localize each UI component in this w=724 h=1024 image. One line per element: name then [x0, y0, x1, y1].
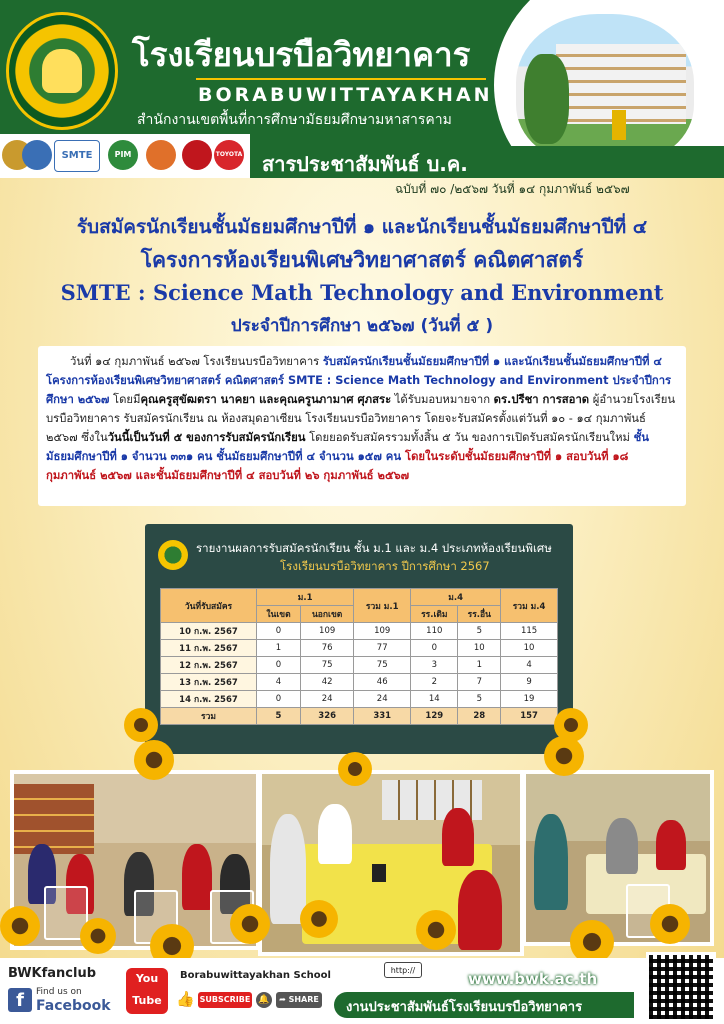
cell-m1-in: 4 [256, 674, 300, 691]
body-day-note: วันนี้เป็นวันที่ ๕ ของการรับสมัครนักเรียน [107, 431, 306, 444]
youtube-tube: Tube [132, 994, 162, 1007]
cell-m1-in: 0 [256, 657, 300, 674]
news-body [38, 346, 686, 506]
cell-m1-total: 109 [354, 623, 411, 640]
body-totals: ชั้นมัธยมศึกษาปีที่ ๑ จำนวน ๓๓๑ คน ชั้นมัธยมศึกษาปีที่ ๔ จำนวน ๑๕๗ คน [46, 431, 649, 463]
school-logo-icon [6, 12, 118, 130]
sport-logo-icon [146, 140, 176, 170]
science-logo-icon [22, 140, 52, 170]
sunflower-icon [230, 904, 270, 944]
report-title: รายงานผลการรับสมัครนักเรียน ชั้น ม.1 และ ม.4 ประเภทห้องเรียนพิเศษ [196, 541, 552, 555]
header-m4-other: รร.อื่น [458, 606, 501, 623]
table-row [161, 657, 558, 674]
cell-m4-total: 4 [501, 657, 558, 674]
sunflower-icon [338, 752, 372, 786]
cell-m1-in: 0 [256, 691, 300, 708]
cell-m1-total: 46 [354, 674, 411, 691]
partner-logos [0, 134, 250, 178]
cell-m4-old: 3 [411, 657, 458, 674]
website-link[interactable]: www.bwk.ac.th [468, 970, 598, 988]
table-total-row [161, 708, 558, 725]
find-us-label: Find us on [36, 987, 82, 997]
cell-m1-total: 331 [354, 708, 411, 725]
pim-logo-icon: PIM [108, 140, 138, 170]
school-name-thai: โรงเรียนบรบือวิทยาคาร [132, 35, 471, 74]
cell-m4-other: 5 [458, 691, 501, 708]
cell-m4-total: 9 [501, 674, 558, 691]
body-highlight-program: รับสมัครนักเรียนชั้นมัธยมศึกษาปีที่ ๑ และนักเรียนชั้นมัธยมศึกษาปีที่ ๔ โครงการห้องเรียนพิเศษวิทยาศาสตร์ คณิตศาสตร์ SMTE : Science Math Technology and Environment ประจำปีการศึกษา ๒๕๖๗ [46, 355, 672, 406]
sunflower-icon [544, 736, 584, 776]
sunflower-icon [300, 900, 338, 938]
facebook-icon[interactable]: f [8, 988, 32, 1012]
cell-m1-out: 76 [301, 640, 354, 657]
table-row [161, 640, 558, 657]
fanclub-label: BWKfanclub [8, 966, 97, 981]
sunflower-icon [0, 906, 40, 946]
youtube-channel-name[interactable]: Borabuwittayakhan School [180, 970, 331, 981]
share-button[interactable]: ➦ SHARE [276, 992, 322, 1008]
header-m4-total: รวม ม.4 [501, 589, 558, 623]
event-photo-2 [258, 770, 524, 956]
education-office: สำนักงานเขตพื้นที่การศึกษามัธยมศึกษามหาสารคาม [137, 112, 452, 128]
cell-m4-total: 19 [501, 691, 558, 708]
headline-line-3: SMTE : Science Math Technology and Environment [60, 280, 664, 305]
qr-code-icon[interactable] [646, 952, 716, 1022]
body-teachers: คุณครูสุขัฒตรา นาคยา และคุณครูนภามาศ ศุภสระ [140, 393, 392, 406]
url-chip: http:// [384, 962, 422, 978]
cell-m1-total: 24 [354, 691, 411, 708]
gear-logo-icon [182, 140, 212, 170]
cell-m4-other: 5 [458, 623, 501, 640]
table-row [161, 674, 558, 691]
event-photo-1 [10, 770, 260, 950]
pr-unit-label: งานประชาสัมพันธ์โรงเรียนบรบือวิทยาคาร [346, 1000, 583, 1015]
body-text: โดยยอดรับสมัครรวมทั้งสิ้น ๕ วัน ของการเปิดรับสมัครนักเรียนใหม่ [305, 431, 634, 444]
cell-m4-total: 10 [501, 640, 558, 657]
header-m1-in: ในเขต [256, 606, 300, 623]
body-director: ดร.ปรีชา การสอาด [493, 393, 590, 406]
issue-number: ฉบับที่ ๗๐ /๒๕๖๗ วันที่ ๑๔ กุมภาพันธ์ ๒๕๖๗ [395, 182, 630, 196]
school-building-photo [512, 10, 698, 168]
school-name-english: BORABUWITTAYAKHAN [198, 84, 493, 106]
header-m1: ม.1 [256, 589, 353, 606]
cell-m1-in: 5 [256, 708, 300, 725]
body-exam-dates: โดยในระดับชั้นมัธยมศึกษาปีที่ ๑ สอบวันที่ ๑๘ กุมภาพันธ์ ๒๕๖๗ และชั้นมัธยมศึกษาปีที่ ๔ สอบวันที่ ๒๖ กุมภาพันธ์ ๒๕๖๗ [46, 450, 629, 482]
cell-date: 13 ก.พ. 2567 [161, 674, 257, 691]
report-subtitle: โรงเรียนบรบือวิทยาคาร ปีการศึกษา 2567 [280, 559, 490, 573]
sunflower-icon [650, 904, 690, 944]
header-divider [196, 78, 486, 80]
cell-m1-in: 1 [256, 640, 300, 657]
toyota-logo-icon: TOYOTA [214, 140, 244, 170]
body-text: โดยมี [109, 393, 141, 406]
youtube-you: You [135, 972, 159, 985]
cell-date: 12 ก.พ. 2567 [161, 657, 257, 674]
facebook-link[interactable]: Facebook [36, 998, 111, 1014]
body-text: ผู้อำนวยโรงเรียนบรบือวิทยาคาร รับสมัครนักเรียน ณ ห้องสมุดอาเซียน โรงเรียนบรบือวิทยาคาร โดยจะรับสมัครตั้งแต่วันที่ ๑๐ - ๑๔ กุมภาพันธ์ ๒๕๖๗ ซึ่งใน [46, 393, 676, 444]
cell-m4-other: 7 [458, 674, 501, 691]
header-m4: ม.4 [411, 589, 501, 606]
cell-m4-total: 115 [501, 623, 558, 640]
cell-m4-old: 0 [411, 640, 458, 657]
headline-line-2: โครงการห้องเรียนพิเศษวิทยาศาสตร์ คณิตศาสตร์ [140, 248, 584, 272]
cell-m1-total: 75 [354, 657, 411, 674]
header-m4-old: รร.เดิม [411, 606, 458, 623]
cell-m4-other: 10 [458, 640, 501, 657]
sunflower-icon [124, 708, 158, 742]
cell-m4-other: 28 [458, 708, 501, 725]
cell-m1-total: 77 [354, 640, 411, 657]
enrollment-table [160, 588, 558, 725]
headline-line-4: ประจำปีการศึกษา ๒๕๖๗ (วันที่ ๕ ) [230, 316, 494, 336]
cell-m1-out: 42 [301, 674, 354, 691]
cell-m4-old: 110 [411, 623, 458, 640]
smte-logo-icon: SMTE [54, 140, 100, 172]
youtube-icon[interactable] [126, 968, 168, 1014]
sunflower-icon [134, 740, 174, 780]
sunflower-icon [80, 918, 116, 954]
cell-date: 10 ก.พ. 2567 [161, 623, 257, 640]
cell-m1-out: 109 [301, 623, 354, 640]
header-m1-out: นอกเขต [301, 606, 354, 623]
cell-m4-total: 157 [501, 708, 558, 725]
table-row [161, 623, 558, 640]
cell-m4-old: 129 [411, 708, 458, 725]
cell-m1-in: 0 [256, 623, 300, 640]
headline-line-1: รับสมัครนักเรียนชั้นมัธยมศึกษาปีที่ ๑ และนักเรียนชั้นมัธยมศึกษาปีที่ ๔ [76, 216, 648, 238]
cell-total-label: รวม [161, 708, 257, 725]
cell-date: 14 ก.พ. 2567 [161, 691, 257, 708]
cell-m4-old: 2 [411, 674, 458, 691]
sunflower-icon [416, 910, 456, 950]
table-row [161, 691, 558, 708]
newsletter-title: สารประชาสัมพันธ์ บ.ค. [262, 152, 468, 176]
body-text: วันที่ ๑๔ กุมภาพันธ์ ๒๕๖๗ โรงเรียนบรบือวิทยาคาร [70, 355, 323, 368]
thumbs-up-icon[interactable]: 👍 [176, 990, 195, 1008]
body-text: ได้รับมอบหมายจาก [391, 393, 494, 406]
cell-m1-out: 75 [301, 657, 354, 674]
cell-m4-other: 1 [458, 657, 501, 674]
cell-m4-old: 14 [411, 691, 458, 708]
cell-m1-out: 326 [301, 708, 354, 725]
subscribe-button[interactable]: SUBSCRIBE [198, 992, 252, 1008]
header-m1-total: รวม ม.1 [354, 589, 411, 623]
cell-date: 11 ก.พ. 2567 [161, 640, 257, 657]
cell-m1-out: 24 [301, 691, 354, 708]
report-logo-icon [158, 540, 188, 570]
header-date: วันที่รับสมัคร [161, 589, 257, 623]
bell-icon[interactable]: 🔔 [256, 992, 272, 1008]
